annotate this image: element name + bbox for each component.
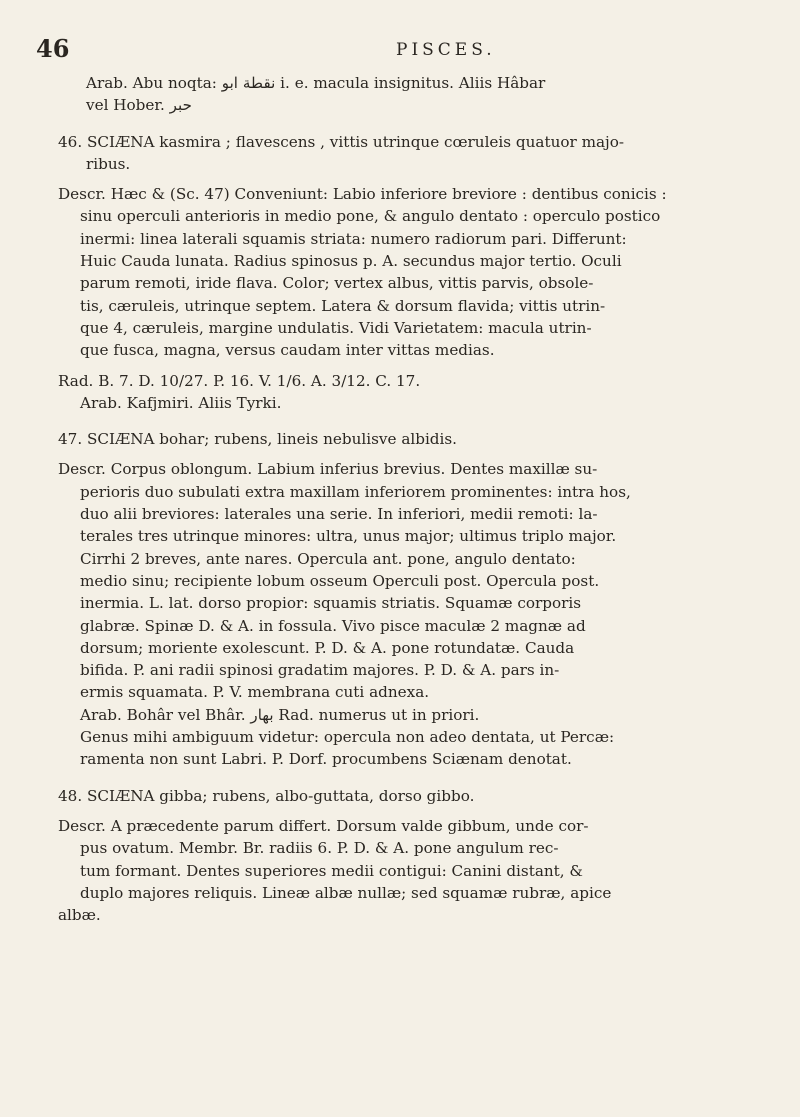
text-line: glabræ. Spinæ D. & A. in fossula. Vivo pisce maculæ 2 magnæ ad xyxy=(80,616,586,635)
text-body xyxy=(58,72,774,926)
text-line: inermi: linea laterali squamis striata: numero radiorum pari. Differunt: xyxy=(80,229,627,248)
text-line: que 4, cæruleis, margine undulatis. Vidi Varietatem: macula utrin- xyxy=(80,318,592,337)
spacer xyxy=(58,450,774,458)
text-line: Descr. Hæc & (Sc. 47) Conveniunt: Labio inferiore breviore : dentibus conicis : xyxy=(58,185,667,204)
text-line: albæ. xyxy=(58,906,101,925)
text-line: Rad. B. 7. D. 10/27. P. 16. V. 1/6. A. 3/12. C. 17. xyxy=(58,371,421,390)
text-line: 46. SCIÆNA kasmira ; flavescens , vittis utrinque cœruleis quatuor majo- xyxy=(58,132,625,151)
text-line: bifida. P. ani radii spinosi gradatim majores. P. D. & A. pars in- xyxy=(80,661,560,680)
spacer xyxy=(58,117,774,131)
text-line: 47. SCIÆNA bohar; rubens, lineis nebulisve albidis. xyxy=(58,430,458,449)
text-line: parum remoti, iride flava. Color; vertex albus, vittis parvis, obsole- xyxy=(80,274,594,293)
text-line: ribus. xyxy=(86,154,131,173)
text-line: tis, cæruleis, utrinque septem. Latera & dorsum flavida; vittis utrin- xyxy=(80,296,606,315)
text-line: perioris duo subulati extra maxillam inferiorem prominentes: intra hos, xyxy=(80,482,631,501)
text-line: dorsum; moriente exolescunt. P. D. & A. pone rotundatæ. Cauda xyxy=(80,638,575,657)
spacer xyxy=(58,414,774,428)
page-number: 46 xyxy=(36,34,70,63)
page-header xyxy=(36,34,776,68)
text-line: ermis squamata. P. V. membrana cuti adnexa. xyxy=(80,683,430,702)
text-line: Descr. A præcedente parum differt. Dorsum valde gibbum, unde cor- xyxy=(58,816,589,835)
text-line: duplo majores reliquis. Lineæ albæ nullæ; sed squamæ rubræ, apice xyxy=(80,883,612,902)
spacer xyxy=(58,362,774,370)
spacer xyxy=(58,807,774,815)
text-line: Arab. Abu noqta: نقطة ابو i. e. macula insignitus. Aliis Hâbar xyxy=(86,74,546,92)
running-head: PISCES. xyxy=(396,40,496,60)
text-line: que fusca, magna, versus caudam inter vittas medias. xyxy=(80,341,495,360)
text-line: medio sinu; recipiente lobum osseum Operculi post. Opercula post. xyxy=(80,571,600,590)
text-line: terales tres utrinque minores: ultra, unus major; ultimus triplo major. xyxy=(80,527,617,546)
text-line: Arab. Kafjmiri. Aliis Tyrki. xyxy=(80,393,282,412)
text-line: Huic Cauda lunata. Radius spinosus p. A. secundus major tertio. Oculi xyxy=(80,252,622,271)
text-line: inermia. L. lat. dorso propior: squamis striatis. Squamæ corporis xyxy=(80,594,582,613)
text-line: tum formant. Dentes superiores medii contigui: Canini distant, & xyxy=(80,861,583,880)
text-line: sinu operculi anterioris in medio pone, & angulo dentato : operculo postico xyxy=(80,207,661,226)
text-line: pus ovatum. Membr. Br. radiis 6. P. D. & A. pone angulum rec- xyxy=(80,839,559,858)
text-line: ramenta non sunt Labri. P. Dorf. procumbens Sciænam denotat. xyxy=(80,750,572,769)
spacer xyxy=(58,771,774,785)
spacer xyxy=(58,175,774,183)
text-line: 48. SCIÆNA gibba; rubens, albo-guttata, dorso gibbo. xyxy=(58,786,475,805)
text-line: Genus mihi ambiguum videtur: opercula non adeo dentata, ut Percæ: xyxy=(80,728,615,747)
text-line: vel Hober. حبر xyxy=(86,96,192,115)
text-line: duo alii breviores: laterales una serie. In inferiori, medii remoti: la- xyxy=(80,505,598,524)
text-line: Descr. Corpus oblongum. Labium inferius brevius. Dentes maxillæ su- xyxy=(58,460,598,479)
text-line: Arab. Bohâr vel Bhâr. بهار Rad. numerus ut in priori. xyxy=(80,705,480,724)
text-line: Cirrhi 2 breves, ante nares. Opercula ant. pone, angulo dentato: xyxy=(80,549,576,568)
